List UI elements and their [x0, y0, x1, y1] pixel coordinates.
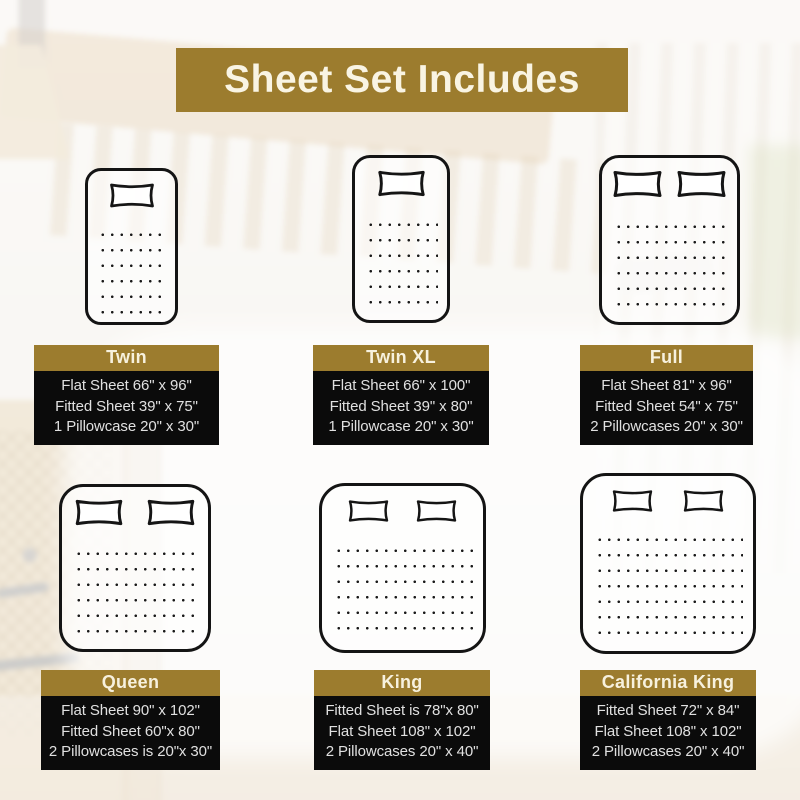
- spec-line: 1 Pillowcase 20" x 30": [328, 418, 474, 435]
- mattress-diagram-twin: [85, 168, 178, 325]
- mattress-diagram-california-king: [580, 473, 756, 654]
- spec-line: 2 Pillowcases 20" x 30": [590, 418, 743, 435]
- dot-grid: [96, 223, 167, 314]
- size-specs: [314, 696, 490, 770]
- dot-grid: [364, 213, 438, 312]
- spec-line: 2 Pillowcases 20" x 40": [591, 743, 745, 760]
- spec-line: Flat Sheet 81" x 96": [601, 377, 732, 394]
- size-specs: [580, 696, 756, 770]
- page-title: Sheet Set Includes: [224, 58, 580, 101]
- size-name: California King: [580, 670, 756, 696]
- dot-grid: [332, 539, 473, 641]
- pillow-icon: [414, 496, 459, 526]
- pillow-icon: [107, 180, 157, 211]
- spec-line: 2 Pillowcases 20" x 40": [325, 743, 479, 760]
- spec-line: Flat Sheet 108" x 102": [328, 722, 476, 740]
- spec-line: 2 Pillowcases is 20"x 30": [48, 743, 213, 760]
- size-name: Full: [580, 345, 753, 371]
- dot-grid: [72, 542, 198, 640]
- pillow-row: [62, 487, 208, 529]
- dot-grid: [593, 528, 743, 642]
- size-label-california-king: [580, 670, 756, 770]
- spec-line: 1 Pillowcase 20" x 30": [53, 418, 200, 435]
- size-label-twin-xl: [313, 345, 489, 445]
- size-label-twin: [34, 345, 219, 445]
- pillow-icon: [674, 167, 729, 201]
- size-specs: [580, 371, 753, 445]
- mattress-diagram-king: [319, 483, 486, 653]
- spec-line: Flat Sheet 66" x 100": [331, 377, 471, 394]
- pillow-icon: [346, 496, 391, 526]
- size-name: King: [314, 670, 490, 696]
- size-specs: [34, 371, 219, 445]
- mattress-diagram-full: [599, 155, 740, 325]
- pillow-icon: [375, 167, 428, 200]
- pillow-row: [88, 171, 175, 211]
- size-name: Twin: [34, 345, 219, 371]
- size-label-queen: [41, 670, 220, 770]
- pillow-row: [322, 486, 483, 526]
- pillow-icon: [610, 167, 665, 201]
- pillow-icon: [681, 486, 726, 516]
- pillow-row: [602, 158, 737, 201]
- size-name: Queen: [41, 670, 220, 696]
- spec-line: Flat Sheet 66" x 96": [61, 377, 192, 394]
- spec-line: Fitted Sheet 60"x 80": [61, 722, 200, 740]
- size-label-king: [314, 670, 490, 770]
- pillow-row: [355, 158, 447, 200]
- pillow-row: [583, 476, 753, 516]
- pillow-icon: [69, 496, 129, 529]
- spec-line: Flat Sheet 108" x 102": [594, 722, 742, 740]
- mattress-diagram-queen: [59, 484, 211, 652]
- pillow-icon: [610, 486, 655, 516]
- size-label-full: [580, 345, 753, 445]
- spec-line: Fitted Sheet 72" x 84": [596, 702, 740, 719]
- size-specs: [313, 371, 489, 445]
- title-banner: [176, 48, 628, 112]
- spec-line: Fitted Sheet 39" x 80": [329, 397, 473, 415]
- spec-line: Fitted Sheet 39" x 75": [55, 397, 198, 415]
- mattress-diagram-twin-xl: [352, 155, 450, 323]
- spec-line: Fitted Sheet 54" x 75": [595, 397, 738, 415]
- dot-grid: [612, 215, 727, 313]
- spec-line: Flat Sheet 90" x 102": [61, 702, 200, 719]
- pillow-icon: [141, 496, 201, 529]
- size-name: Twin XL: [313, 345, 489, 371]
- size-specs: [41, 696, 220, 770]
- spec-line: Fitted Sheet is 78"x 80": [325, 702, 479, 719]
